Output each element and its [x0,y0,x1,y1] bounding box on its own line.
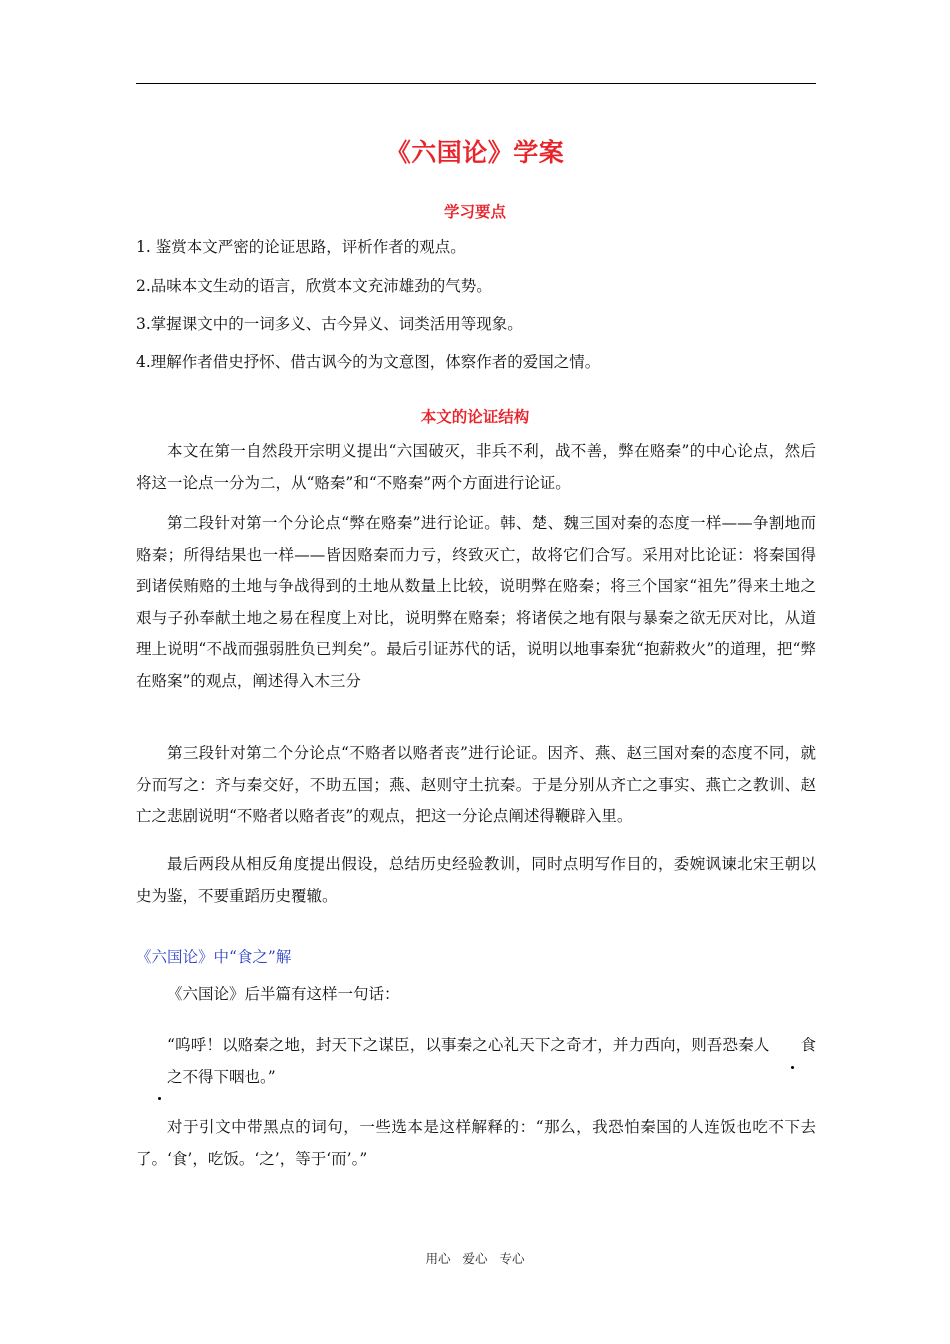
structure-paragraph-3: 第三段针对第二个分论点“不赂者以赂者丧”进行论证。因齐、燕、赵三国对秦的态度不同，就分而写之：齐与秦交好，不助五国；燕、赵则守土抗秦。于是分别从齐亡之事实、燕亡之教训、赵亡之悲剧说明“不赂者以赂者丧”的观点，把这一分论点阐述得鞭辟入里。 [136,744,816,825]
shizhi-heading: 《六国论》中“食之”解 [136,948,292,966]
footer-word-3: 专心 [499,1251,525,1266]
study-point-3: 3.掌握课文中的一词多义、古今异义、词类活用等现象。 [136,315,523,333]
explanation-paragraph: 对于引文中带黑点的词句，一些选本是这样解释的：“那么，我恐怕秦国的人连饭也吃不下去了。‘食’，吃饭。‘之’，等于‘而’。” [136,1118,816,1168]
footer-word-1: 用心 [425,1251,451,1266]
quote-text-after: 不得下咽也。” [182,1067,276,1086]
study-point-2: 2.品味本文生动的语言，欣赏本文充沛雄劲的气势。 [136,277,492,295]
emphasis-word-shi: 食 [769,1030,816,1062]
shizhi-intro: 《六国论》后半篇有这样一句话： [167,985,400,1003]
page-title: 《六国论》学案 [385,138,565,167]
structure-paragraph-4: 最后两段从相反角度提出假设，总结历史经验教训，同时点明写作目的，委婉讽谏北宋王朝以史为鉴，不要重蹈历史覆辙。 [136,855,816,905]
emphasis-word-zhi: 之 [136,1062,183,1094]
footer-word-2: 爱心 [462,1251,488,1266]
page-footer [0,1249,950,1267]
header-rule [136,83,816,84]
structure-paragraph-1: 本文在第一自然段开宗明义提出“六国破灭，非兵不利，战不善，弊在赂秦”的中心论点，然后将这一论点一分为二，从“赂秦”和“不赂秦”两个方面进行论证。 [136,442,816,492]
study-point-1: 1. 鉴赏本文严密的论证思路，评析作者的观点。 [136,238,466,256]
structure-heading: 本文的论证结构 [420,408,530,426]
quote-block [136,1030,816,1093]
structure-paragraph-2: 第二段针对第一个分论点“弊在赂秦”进行论证。韩、楚、魏三国对秦的态度一样——争割地而赂秦；所得结果也一样——皆因赂秦而力亏，终致灭亡，故将它们合写。采用对比论证：将秦国得到诸侯贿赂的土地与争战得到的土地从数量上比较，说明弊在赂秦；将三个国家“祖先”得来土地之艰与子孙奉献土地之易在程度上对比，说明弊在赂秦；将诸侯之地有限与暴秦之欲无厌对比，从道理上说明“不战而强弱胜负已判矣”。最后引证苏代的话，说明以地事秦犹“抱薪救火”的道理，把“弊在赂案”的观点，阐述得入木三分 [136,514,816,690]
study-points-heading: 学习要点 [443,203,506,221]
quote-text-before: “呜呼！以赂秦之地，封天下之谋臣，以事秦之心礼天下之奇才，并力西向，则吾恐秦人 [167,1036,770,1054]
study-point-4: 4.理解作者借史抒怀、借古讽今的为文意图，体察作者的爱国之情。 [136,353,601,371]
